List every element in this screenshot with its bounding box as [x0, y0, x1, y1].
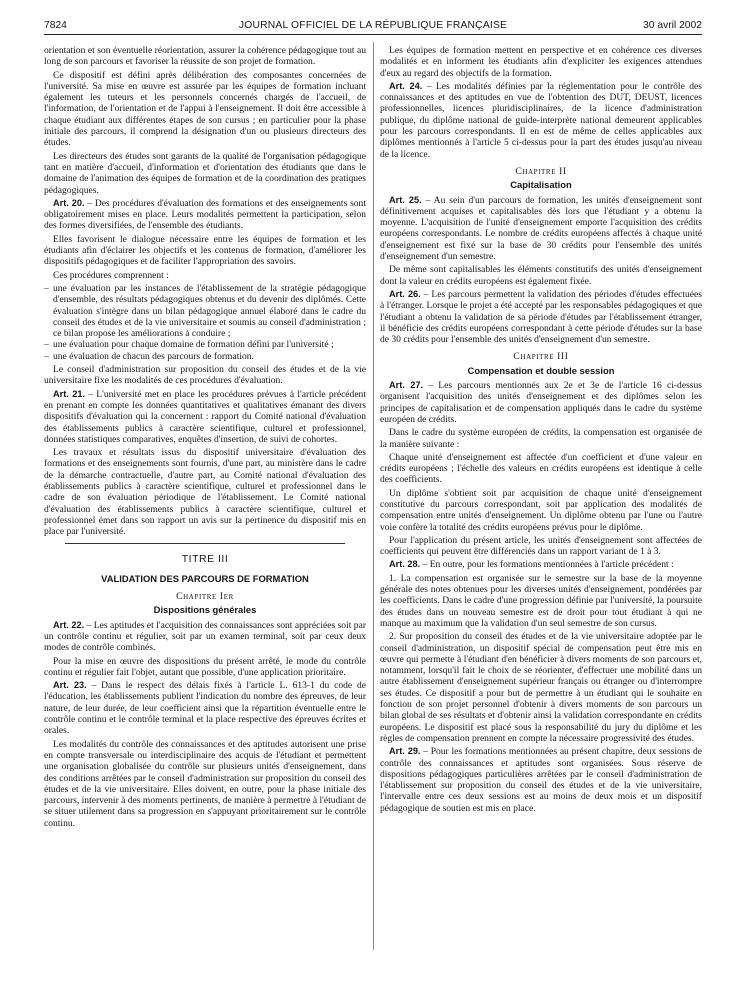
- article-label: Art. 24.: [389, 80, 423, 91]
- article-label: Art. 26.: [389, 288, 421, 299]
- article-text: – Les parcours permettent la validation des périodes d'études effectuées à l'étranger. Lorsque le projet a été accepté par les responsables pédagogiques et que l'étudiant a obtenu la validation de sa période d'études par l'établissement étranger, il bénéficie des crédits européens correspondant à cette période d'études sur la base de 30 crédits pour l'ensemble des unités d'enseignement d'un semestre.: [380, 288, 702, 346]
- paragraph: 2. Sur proposition du conseil des études et de la vie universitaire adoptée par le conseil d'administration, un dispositif spécial de compensation peut être mis en œuvre qui permette à l'étudiant d'en bénéficier à divers moments de son parcours et, notamment, lorsqu'il fait le choix de se réorienter, d'effectuer une mobilité dans un autre établissement d'enseignement supérieur français ou étranger ou d'interrompre ses études. Ce dispositif a pour but de permettre à un étudiant qui le souhaite en fonction de son projet personnel d'obtenir à divers moments de son parcours un bilan global de ses résultats et d'obtenir ainsi la validation correspondante en crédits européens. Le dispositif est placé sous la responsabilité du jury du diplôme et les règles de compensation prennent en compte la nécessaire progressivité des études.: [380, 631, 702, 744]
- journal-page: [44, 0, 702, 990]
- article-23: [44, 680, 366, 736]
- paragraph: 1. La compensation est organisée sur le semestre sur la base de la moyenne générale des notes obtenues pour les diverses unités d'enseignement, pondérées par les coefficients. Dans le cadre d'une progression définie par l'université, la poursuite des études dans un nouveau semestre est de droit pour tout étudiant à qui ne manque au maximum que la validation d'un seul semestre de son cursus.: [380, 572, 702, 629]
- page-number: 7824: [44, 20, 67, 31]
- chapter-heading: Chapitre III: [513, 351, 569, 363]
- paragraph: Dans le cadre du système européen de crédits, la compensation est organisée de la manière suivante :: [380, 427, 702, 450]
- article-text: – Pour les formations mentionnées au présent chapitre, deux sessions de contrôle des connaissances et aptitudes sont organisées. Sous réserve de dispositions pédagogiques particulières arrêtées par le conseil d'administration de l'établissement sur proposition du conseil des études et de la vie universitaire, l'intervalle entre ces deux sessions est au moins de deux mois et un dispositif pédagogique de soutien est mis en place.: [380, 746, 702, 814]
- article-label: Art. 25.: [389, 194, 422, 205]
- paragraph: Pour l'application du présent article, les unités d'enseignement sont affectées de coefficients qui peuvent être différenciés dans un rapport variant de 1 à 3.: [380, 534, 702, 558]
- chapter-heading: Chapitre Ier: [176, 591, 234, 603]
- journal-title: JOURNAL OFFICIEL DE LA RÉPUBLIQUE FRANÇAISE: [238, 20, 508, 31]
- paragraph: Le conseil d'administration sur proposition du conseil des études et de la vie universitaire fixe les modalités de ces procédures d'évaluation.: [44, 364, 366, 387]
- list-item: – une évaluation pour chaque domaine de formation défini par l'université ;: [44, 339, 366, 350]
- article-25: [380, 195, 702, 263]
- paragraph: Ces procédures comprennent :: [53, 269, 169, 281]
- paragraph: De même sont capitalisables les éléments constitutifs des unités d'enseignement dont la valeur en crédits européens est également fixée.: [380, 264, 702, 287]
- paragraph: Les travaux et résultats issus du dispositif universitaire d'évaluation des formations et des enseignements sont fournis, d'une part, au ministère dans le cadre de la démarche contractuelle, d'autre part, au Comité national d'évaluation des établissements publics à caractère scientifique, culturel et professionnel dans le cadre de son évaluation périodique de l'établissement. Le Comité national d'évaluation des établissements publics à caractère scientifique, culturel et professionnel émet dans son rapport un avis sur la pertinence du dispositif mis en place par l'université.: [44, 447, 366, 538]
- header-rule: [44, 34, 702, 35]
- list-item: – une évaluation par les instances de l'établissement de la stratégie pédagogique d'ensemble, des résultats pédagogiques obtenus et du devenir des diplômés. Cette évaluation s'intègre dans un bilan pédagogique annuel élaboré dans le cadre du conseil des études et de la vie universitaire et soumis au conseil d'administration ; ce bilan propose les améliorations à conduire ;: [44, 283, 366, 339]
- titre-heading: TITRE III: [181, 553, 229, 566]
- article-label: Art. 27.: [389, 380, 424, 391]
- section-rule: [65, 543, 345, 544]
- publication-date: 30 avril 2002: [643, 20, 702, 31]
- paragraph: Elles favorisent le dialogue nécessaire entre les équipes de formation et les étudiants afin d'éclairer les objectifs et les contenus de formation, d'améliorer les dispositifs pédagogiques et de faciliter l'appropriation des savoirs.: [44, 233, 366, 268]
- article-label: Art. 22.: [53, 619, 85, 630]
- article-label: Art. 29.: [389, 746, 421, 757]
- article-text: – Les aptitudes et l'acquisition des connaissances sont appréciées soit par un contrôle continu et régulier, soit par un examen terminal, soit par ceux deux modes de contrôle combinés.: [44, 619, 366, 654]
- paragraph: Les équipes de formation mettent en perspective et en cohérence ces diverses modalités et en informent les étudiants afin d'expliciter les exigences attendues d'eux au regard des objectifs de la formation.: [380, 45, 702, 79]
- article-text: – Dans le respect des délais fixés à l'article L. 613-1 du code de l'éducation, les établissements publient l'indication du nombre des épreuves, de leur nature, de leur durée, de leur coefficient ainsi que la répartition éventuelle entre le contrôle continu et le contrôle terminal et la place respective des épreuves écrites et orales.: [44, 680, 366, 737]
- article-label: Art. 21.: [53, 388, 86, 399]
- article-27: [380, 380, 702, 425]
- paragraph: Les directeurs des études sont garants de la qualité de l'organisation pédagogique tant en matière d'accueil, d'information et d'orientation des étudiants que dans le domaine de l'animation des équipes de formation et de la coordination des pratiques pédagogiques.: [44, 150, 366, 196]
- paragraph: Chaque unité d'enseignement est affectée d'un coefficient et d'une valeur en crédits européens ; l'échelle des valeurs en crédits européens est identique à celle des coefficients.: [380, 451, 702, 486]
- paragraph: orientation et son éventuelle réorientation, assurer la cohérence pédagogique tout au long de son parcours et favoriser la réussite de son projet de formation.: [44, 45, 366, 68]
- left-column: [44, 45, 366, 831]
- article-label: Art. 28.: [389, 559, 421, 570]
- article-text: – L'université met en place les procédures prévues à l'article précédent en prenant en compte les données quantitatives et qualitatives émanant des divers dispositifs d'évaluation qui la concernent : rapport du Comité national d'évaluation des établissements publics à caractère scientifique, culturel et professionnel, données statistiques comparatives, enquêtes d'insertion, de suivi de cohortes.: [44, 388, 366, 445]
- page-header: [44, 20, 702, 40]
- article-24: [380, 81, 702, 160]
- right-column: [380, 45, 702, 816]
- article-28: [380, 559, 702, 570]
- titre-subheading: VALIDATION DES PARCOURS DE FORMATION: [101, 572, 309, 584]
- chapter-title: Dispositions générales: [153, 604, 257, 616]
- column-divider: [373, 42, 374, 950]
- paragraph: Les modalités du contrôle des connaissances et des aptitudes autorisent une prise en compte transversale ou interdisciplinaire des acquis de l'étudiant et permettent une organisation globalisée du contrôle sur plusieurs unités d'enseignement, dans des conditions arrêtées par le conseil d'administration sur proposition du conseil des études et de la vie universitaire. Elles doivent, en outre, pour la phase initiale des parcours, intervenir à des moments pertinents, de manière à permettre à l'étudiant de se situer utilement dans sa progression en s'appuyant prioritairement sur le contrôle continu.: [44, 738, 366, 829]
- list-item: – une évaluation de chacun des parcours de formation.: [44, 351, 366, 362]
- article-text: – Les parcours mentionnés aux 2e et 3e de l'article 16 ci-dessus organisent l'acquisition des unités d'enseignement et des diplômes selon les principes de capitalisation et de compensation appliqués dans le cadre du système européen de crédits.: [380, 380, 702, 425]
- paragraph: Ce dispositif est défini après délibération des composantes concernées de l'université. Sa mise en œuvre est assurée par les équipes de formation incluant également les tuteurs et les personnels concernés chargés de l'accueil, de l'information, de l'orientation et de l'appui à l'enseignement. Il doit être accessible à chaque étudiant aux différentes étapes de son cursus ; en particulier pour la phase initiale des parcours, il comprend la désignation d'un ou plusieurs directeurs des études.: [44, 69, 366, 149]
- chapter-title: Compensation et double session: [467, 364, 615, 376]
- article-text: – En outre, pour les formations mentionnées à l'article précédent :: [420, 559, 674, 571]
- article-text: – Des procédures d'évaluation des formations et des enseignements sont obligatoirement mises en place. Leurs modalités permettent la participation, selon des formes diversifiées, de l'ensemble des étudiants.: [44, 197, 366, 232]
- article-text: – Au sein d'un parcours de formation, les unités d'enseignement sont définitivement acquises et capitalisables dès lors que l'étudiant y a obtenu la moyenne. L'acquisition de l'unité d'enseignement emporte l'acquisition des crédits européens correspondants. Le nombre de crédits européens affectés à chaque unité d'enseignement est fixé sur la base de 30 crédits pour l'ensemble des unités d'enseignement d'un semestre.: [380, 194, 702, 263]
- article-text: – Les modalités définies par la réglementation pour le contrôle des connaissances et des aptitudes en vue de l'obtention des DUT, DEUST, licences professionnelles, licences pluridisciplinaires, de la licence d'administration publique, du diplôme national de guide-interprète national demeurent applicables pour les parcours correspondants. Il en est de même de celles applicables aux diplômes mentionnés à l'article 5 ci-dessus pour la part des études jusqu'au niveau de la licence.: [380, 80, 702, 160]
- article-label: Art. 23.: [53, 680, 87, 691]
- article-21: [44, 389, 366, 445]
- article-label: Art. 20.: [53, 197, 85, 208]
- paragraph: Un diplôme s'obtient soit par acquisition de chaque unité d'enseignement constitutive du parcours correspondant, soit par application des modalités de compensation entre unités d'enseignement. Un diplôme obtenu par l'une ou l'autre voie confère la totalité des crédits européens prévus pour le diplôme.: [380, 487, 702, 533]
- article-22: [44, 620, 366, 654]
- chapter-title: Capitalisation: [510, 179, 572, 191]
- article-29: [380, 746, 702, 814]
- procedures-list: [44, 283, 366, 362]
- chapter-heading: Chapitre II: [515, 165, 567, 177]
- paragraph: Pour la mise en œuvre des dispositions du présent arrêté, le mode du contrôle continu et régulier fait l'objet, autant que possible, d'une application prioritaire.: [44, 655, 366, 678]
- article-20: [44, 198, 366, 232]
- article-26: [380, 289, 702, 345]
